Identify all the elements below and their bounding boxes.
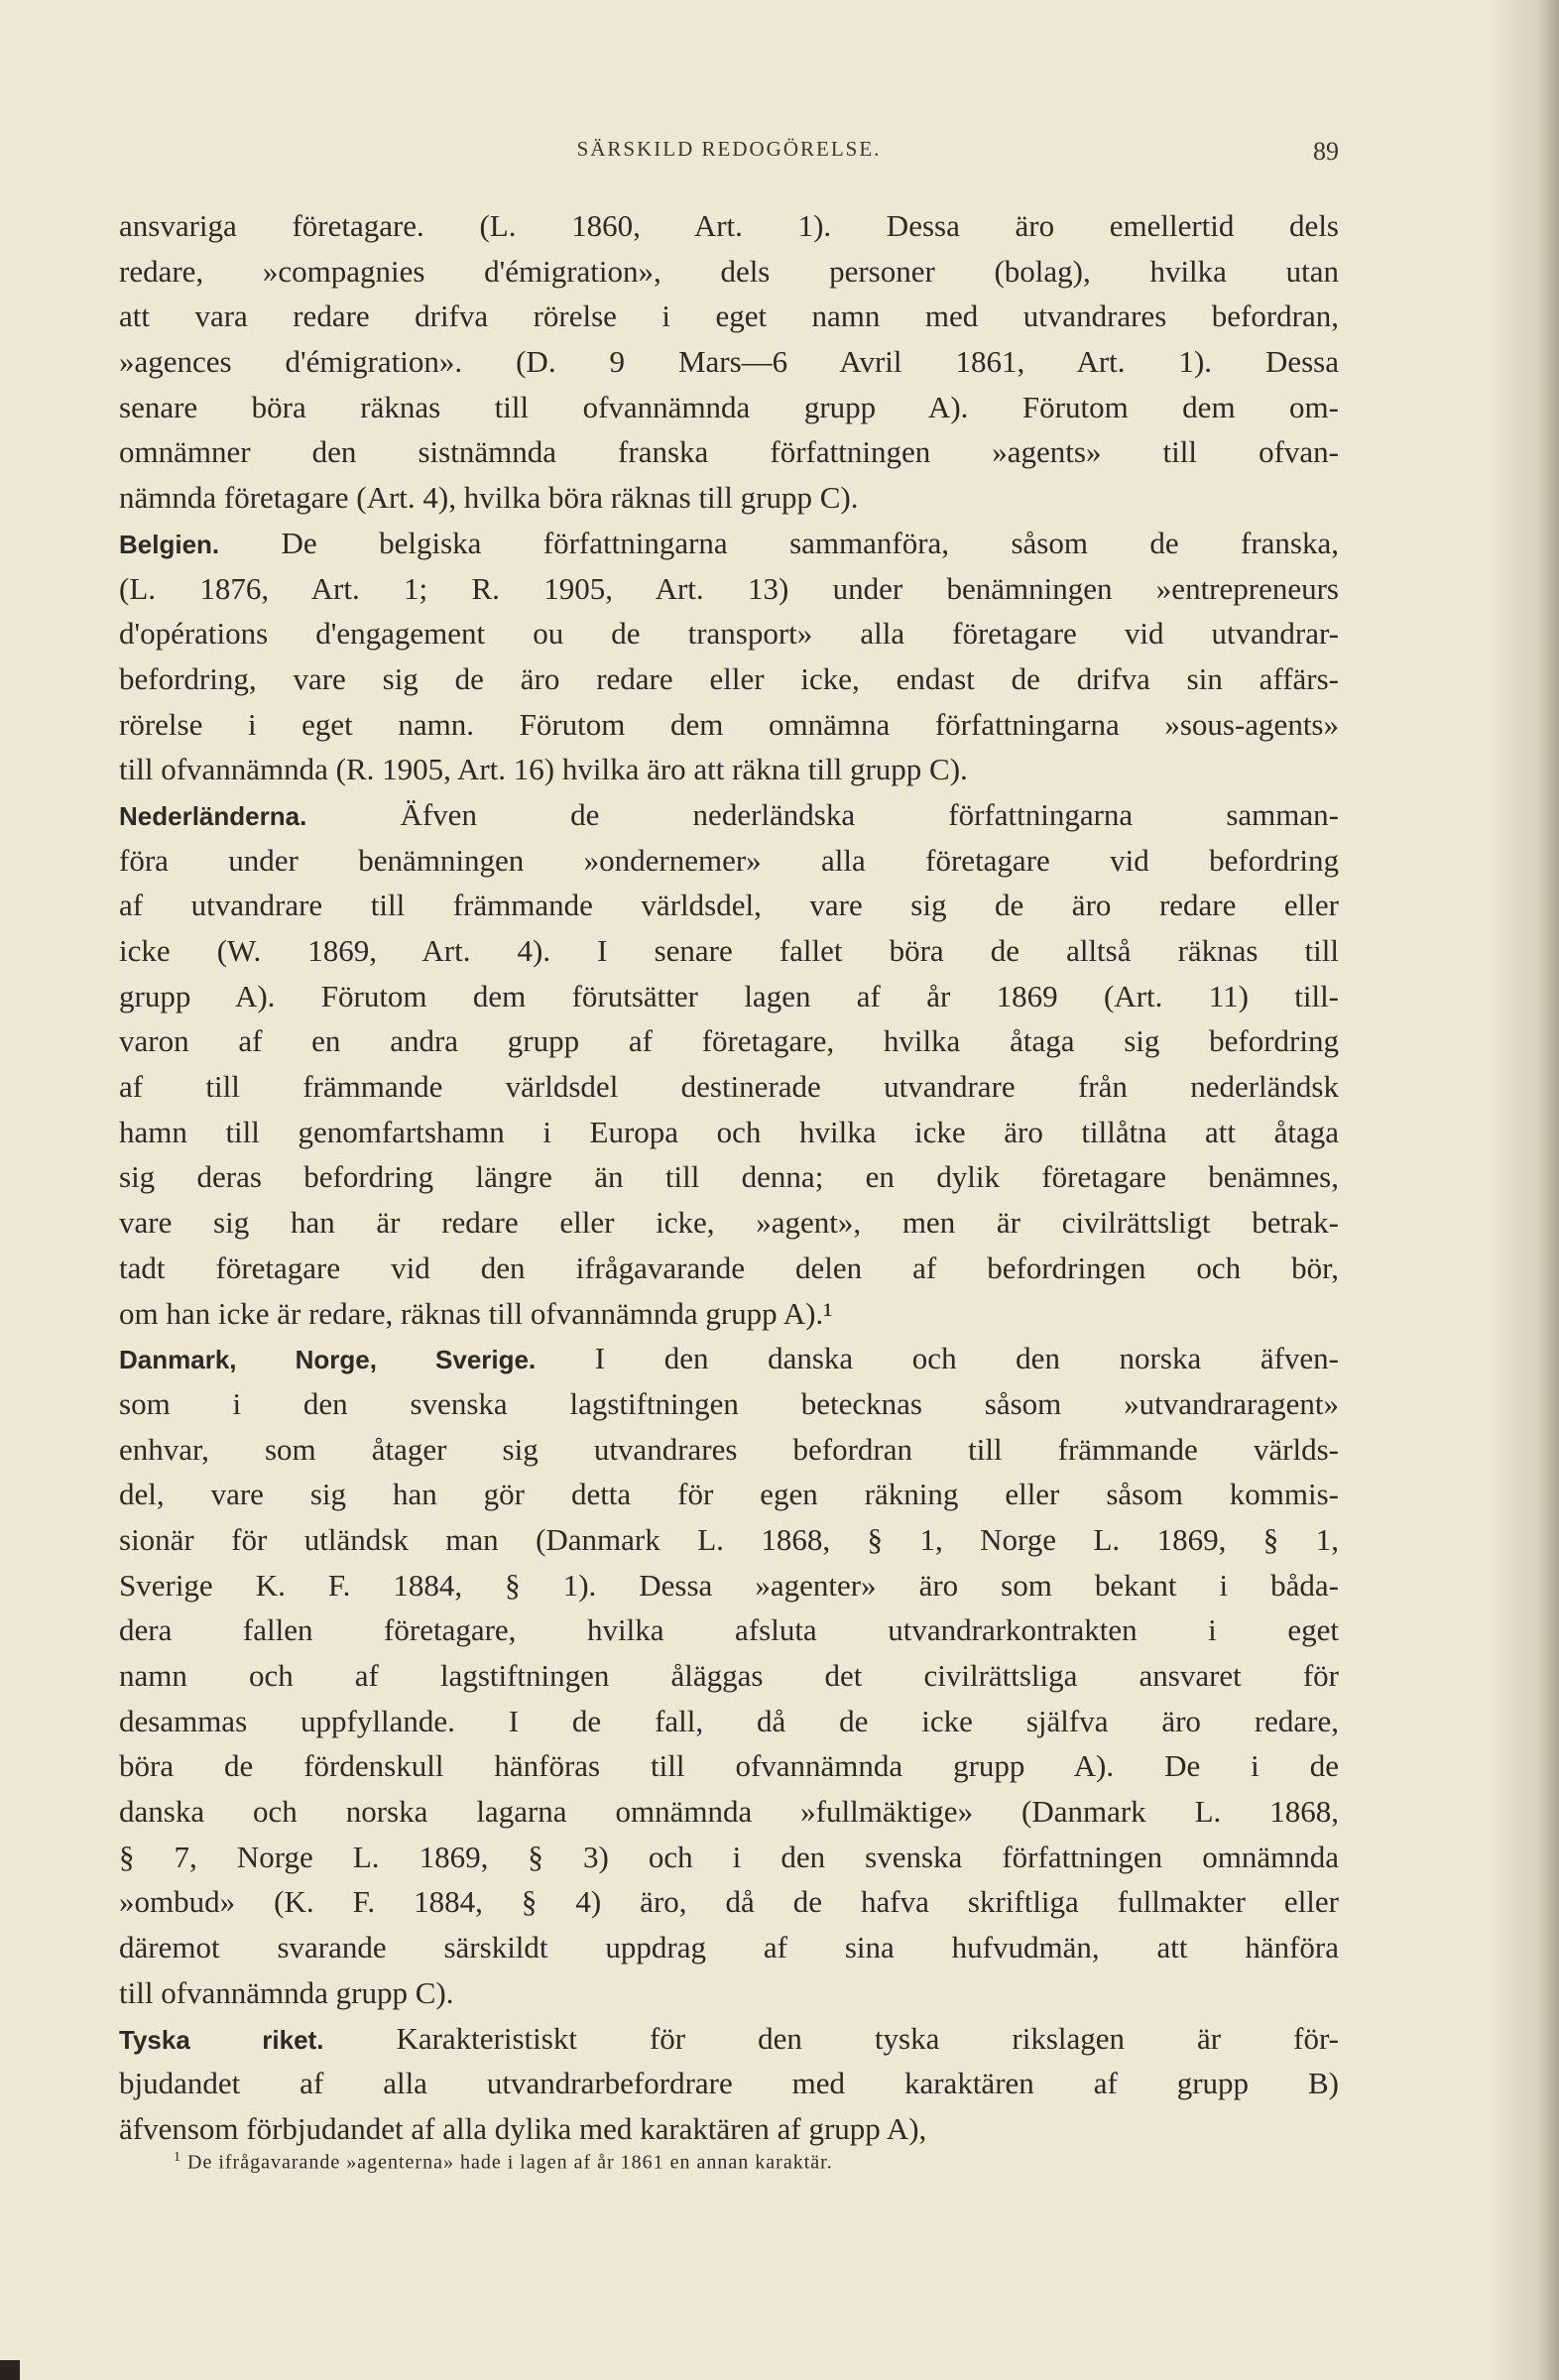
text-line: bjudandet af alla utvandrarbefordrare med karaktären af grupp B) [119,2066,1339,2101]
text-line: Danmark, Norge, Sverige. I den danska och den norska äfven- [119,1341,1339,1376]
body-text [119,203,1339,2152]
footnote-marker: 1 [174,2150,181,2165]
text-line: af utvandrare till främmande världsdel, vare sig de äro redare eller [119,888,1339,923]
text-line: icke (W. 1869, Art. 4). I senare fallet böra de alltså räknas till [119,933,1339,968]
text-line: ansvariga företagare. (L. 1860, Art. 1). Dessa äro emellertid dels [119,208,1339,243]
text-line: Tyska riket. Karakteristiskt för den tyska rikslagen är för- [119,2020,1339,2056]
text-line: Belgien. De belgiska författningarna sammanföra, såsom de franska, [119,525,1339,560]
text-line: tadt företagare vid den ifrågavarande delen af befordringen och bör, [119,1250,1339,1285]
text-line: (L. 1876, Art. 1; R. 1905, Art. 13) under benämningen »entrepreneurs [119,570,1339,606]
text-line: af till främmande världsdel destinerade utvandrare från nederländsk [119,1069,1339,1105]
text-line: föra under benämningen »ondernemer» alla företagare vid befordring [119,842,1339,878]
text-line: sionär för utländsk man (Danmark L. 1868, § 1, Norge L. 1869, § 1, [119,1521,1339,1557]
running-header [119,137,1339,177]
page-number: 89 [1313,137,1339,166]
text-line: nämnda företagare (Art. 4), hvilka böra räknas till grupp C). [119,480,859,516]
text-line: § 7, Norge L. 1869, § 3) och i den svenska författningen omnämnda [119,1839,1339,1874]
text-line: redare, »compagnies d'émigration», dels personer (bolag), hvilka utan [119,253,1339,289]
text-line: danska och norska lagarna omnämnda »fullmäktige» (Danmark L. 1868, [119,1794,1339,1830]
text-line: del, vare sig han gör detta för egen räkning eller såsom kommis- [119,1477,1339,1512]
text-line: Nederländerna. Äfven de nederländska författningarna samman- [119,796,1339,832]
text-line: däremot svarande särskildt uppdrag af sina hufvudmän, att hänföra [119,1930,1339,1965]
text-line: enhvar, som åtager sig utvandrares befordran till främmande världs- [119,1431,1339,1467]
text-line: senare böra räknas till ofvannämnda grupp A). Förutom dem om- [119,389,1339,424]
text-line: om han icke är redare, räknas till ofvannämnda grupp A).¹ [119,1295,833,1331]
text-line: varon af en andra grupp af företagare, hvilka åtaga sig befordring [119,1023,1339,1059]
footnote [174,2150,1314,2175]
text-line: befordring, vare sig de äro redare eller icke, endast de drifva sin affärs- [119,660,1339,696]
paragraph-heading: Belgien. [119,529,220,559]
text-line: äfvensom förbjudandet af alla dylika med karaktären af grupp A), [119,2110,927,2146]
text-line: »ombud» (K. F. 1884, § 4) äro, då de hafva skriftliga fullmakter eller [119,1884,1339,1920]
text-line: som i den svenska lagstiftningen betecknas såsom »utvandraragent» [119,1385,1339,1421]
text-line: desammas uppfyllande. I de fall, då de icke själfva äro redare, [119,1703,1339,1738]
text-line: böra de fördenskull hänföras till ofvannämnda grupp A). De i de [119,1748,1339,1784]
text-line: omnämner den sistnämnda franska författningen »agents» till ofvan- [119,434,1339,470]
text-line: till ofvannämnda (R. 1905, Art. 16) hvilka äro att räkna till grupp C). [119,752,968,787]
page-edge-shadow [1488,0,1559,2380]
text-line: d'opérations d'engagement ou de transport» alla företagare vid utvandrar- [119,616,1339,652]
text-line: till ofvannämnda grupp C). [119,1974,454,2010]
paragraph-heading: Nederländerna. [119,800,307,831]
text-line: rörelse i eget namn. Förutom dem omnämna författningarna »sous-agents» [119,706,1339,742]
text-line: dera fallen företagare, hvilka afsluta utvandrarkontrakten i eget [119,1612,1339,1648]
text-line: Sverige K. F. 1884, § 1). Dessa »agenter» äro som bekant i båda- [119,1567,1339,1603]
text-line: »agences d'émigration». (D. 9 Mars—6 Avril 1861, Art. 1). Dessa [119,344,1339,380]
paragraph-heading: Danmark, Norge, Sverige. [119,1345,537,1375]
text-line: sig deras befordring längre än till denna; en dylik företagare benämnes, [119,1159,1339,1195]
text-line: namn och af lagstiftningen åläggas det civilrättsliga ansvaret för [119,1658,1339,1693]
text-line: vare sig han är redare eller icke, »agent», men är civilrättsligt betrak- [119,1205,1339,1241]
scan-corner-mark [0,2360,20,2380]
text-line: att vara redare drifva rörelse i eget namn med utvandrares befordran, [119,298,1339,334]
header-title: SÄRSKILD REDOGÖRELSE. [576,137,882,161]
text-line: grupp A). Förutom dem förutsätter lagen af år 1869 (Art. 11) till- [119,978,1339,1013]
paragraph-heading: Tyska riket. [119,2024,324,2055]
footnote-text: De ifrågavarande »agenterna» hade i lagen af år 1861 en annan karaktär. [187,2151,833,2174]
text-line: hamn till genomfartshamn i Europa och hvilka icke äro tillåtna att åtaga [119,1114,1339,1149]
